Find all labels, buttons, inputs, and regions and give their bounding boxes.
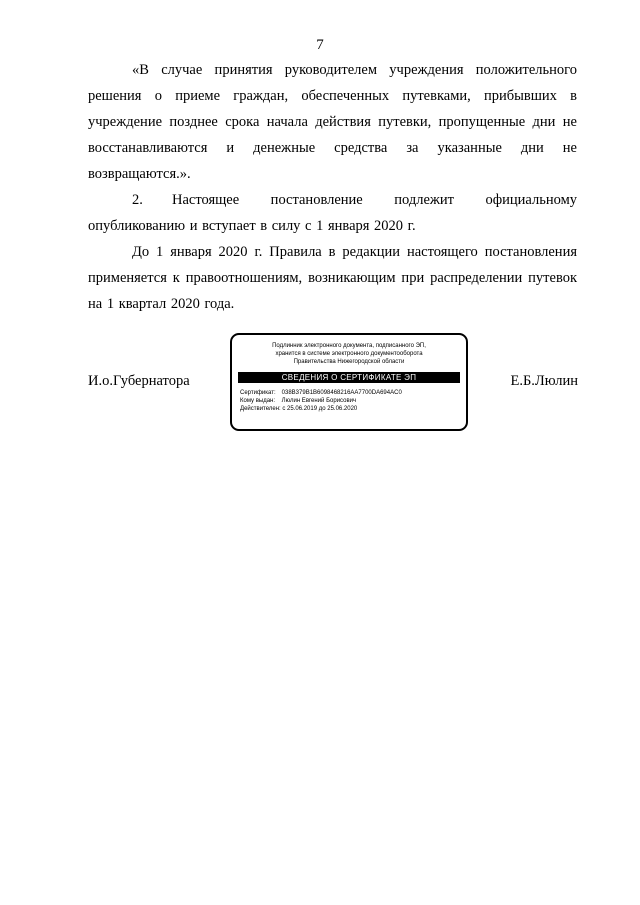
stamp-header-line: Правительства Нижегородской области xyxy=(293,359,405,365)
valid-value: с 25.06.2019 до 25.06.2020 xyxy=(282,406,358,412)
stamp-header xyxy=(232,342,466,366)
document-body xyxy=(88,57,577,317)
stamp-header-line: хранится в системе электронного документооборота xyxy=(275,351,423,357)
issued-to-value: Люлин Евгений Борисович xyxy=(281,398,357,404)
item-2-text: Настоящее постановление подлежит официальному опубликованию и вступает в силу с 1 января 2020 г. xyxy=(88,192,577,234)
valid-row xyxy=(240,405,466,413)
electronic-signature-stamp xyxy=(230,333,468,431)
certificate-label: Сертификат: xyxy=(240,390,276,396)
stamp-title: СВЕДЕНИЯ О СЕРТИФИКАТЕ ЭП xyxy=(238,372,460,383)
stamp-details xyxy=(240,389,466,413)
issued-to-label: Кому выдан: xyxy=(240,398,276,404)
page-number: 7 xyxy=(316,37,324,53)
certificate-row xyxy=(240,389,466,397)
signatory-name: Е.Б.Люлин xyxy=(510,373,578,389)
stamp-header-line: Подлинник электронного документа, подписанного ЭП, xyxy=(272,343,426,349)
paragraph-transitional: До 1 января 2020 г. Правила в редакции настоящего постановления применяется к правоотношениям, возникающим при распределении путевок на 1 квартал 2020 года. xyxy=(88,244,577,312)
signatory-position: И.о.Губернатора xyxy=(88,373,190,389)
issued-to-row xyxy=(240,397,466,405)
valid-label: Действителен: xyxy=(240,406,281,412)
certificate-value: 038B379B1B6098468216AA7700DA694AC0 xyxy=(281,390,402,396)
paragraph-amendment-quote: «В случае принятия руководителем учреждения положительного решения о приеме граждан, обеспеченных путевками, прибывших в учреждение позднее срока начала действия путевки, пропущенные дни не восстанавливаются и денежные средства за указанные дни не возвращаются.». xyxy=(88,62,577,182)
paragraph-item-2 xyxy=(88,187,577,239)
item-number: 2. xyxy=(132,192,143,208)
